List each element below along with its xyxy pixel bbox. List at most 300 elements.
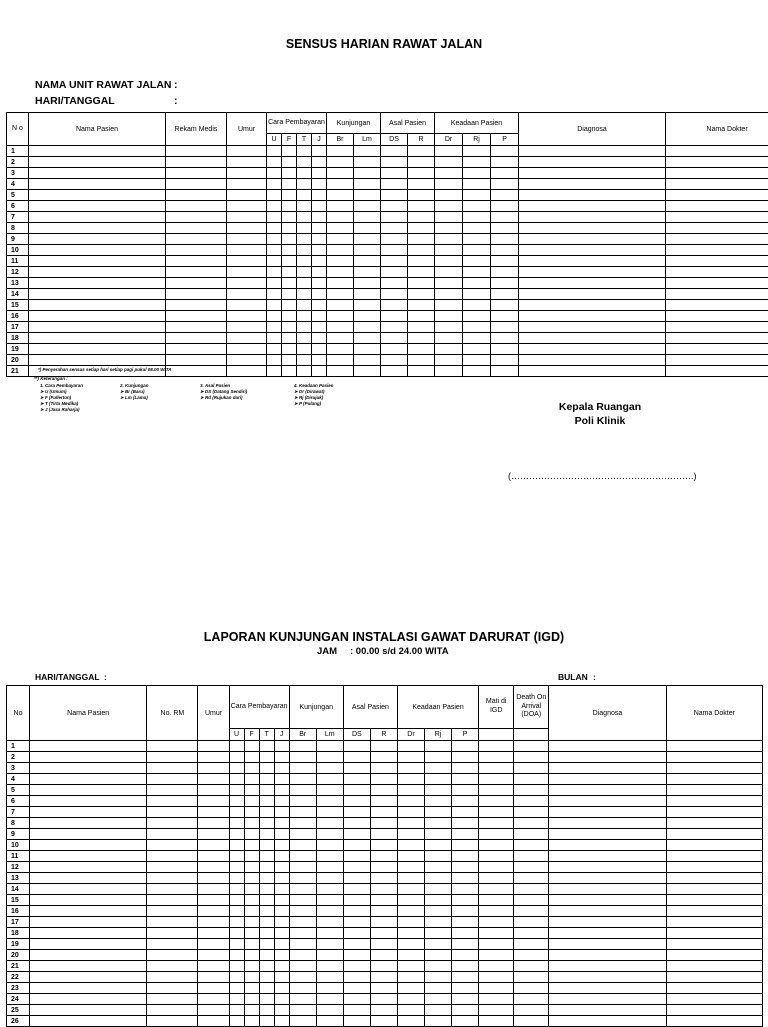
sensus-cell	[166, 245, 227, 256]
igd-header-doa: Death On Arrival (DOA)	[514, 686, 549, 729]
sensus-cell	[327, 168, 354, 179]
igd-sub-header-p: P	[452, 729, 479, 741]
igd-cell	[274, 785, 289, 796]
sensus-cell	[327, 223, 354, 234]
igd-cell	[198, 752, 229, 763]
legend-line: 2. Kunjungan	[120, 383, 149, 389]
igd-cell	[370, 741, 397, 752]
sensus-cell	[435, 223, 463, 234]
sensus-cell	[491, 168, 519, 179]
igd-cell	[316, 851, 343, 862]
sensus-cell	[312, 179, 327, 190]
igd-cell	[452, 917, 479, 928]
igd-cell	[370, 774, 397, 785]
sensus-cell	[312, 146, 327, 157]
legend-line: ➤ Rj (Dirujuk)	[294, 395, 334, 401]
igd-cell	[479, 741, 514, 752]
igd-row	[7, 851, 763, 862]
igd-cell	[244, 895, 259, 906]
sensus-cell	[166, 311, 227, 322]
sensus-cell	[297, 278, 312, 289]
sensus-cell	[312, 190, 327, 201]
sensus-cell	[267, 256, 282, 267]
sensus-cell	[463, 223, 491, 234]
igd-cell	[397, 895, 424, 906]
igd-cell	[259, 796, 274, 807]
igd-cell	[549, 906, 666, 917]
igd-row	[7, 961, 763, 972]
sensus-cell	[491, 355, 519, 366]
sensus-cell	[327, 267, 354, 278]
sensus-row	[7, 234, 768, 245]
sensus-row-number: 20	[7, 355, 29, 366]
igd-cell	[259, 884, 274, 895]
igd-cell	[274, 763, 289, 774]
sensus-cell	[354, 212, 381, 223]
sensus-cell	[381, 179, 408, 190]
igd-cell	[666, 983, 762, 994]
igd-cell	[259, 906, 274, 917]
sensus-cell	[491, 146, 519, 157]
sensus-cell	[463, 190, 491, 201]
sensus-cell	[666, 344, 768, 355]
sensus-row	[7, 289, 768, 300]
sensus-cell	[29, 157, 166, 168]
sensus-cell	[463, 245, 491, 256]
sensus-cell	[666, 190, 768, 201]
igd-cell	[259, 939, 274, 950]
sensus-cell	[297, 168, 312, 179]
sensus-cell	[29, 245, 166, 256]
igd-sub-header-j: J	[274, 729, 289, 741]
sensus-cell	[408, 289, 435, 300]
igd-cell	[343, 939, 370, 950]
igd-cell	[343, 741, 370, 752]
sensus-cell	[29, 190, 166, 201]
igd-cell	[229, 840, 244, 851]
igd-row	[7, 972, 763, 983]
sensus-cell	[282, 267, 297, 278]
igd-cell	[425, 796, 452, 807]
igd-cell	[514, 862, 549, 873]
igd-cell	[30, 752, 147, 763]
sensus-cell	[666, 201, 768, 212]
sensus-cell	[666, 289, 768, 300]
sensus-cell	[666, 355, 768, 366]
sensus-cell	[381, 168, 408, 179]
sensus-cell	[408, 223, 435, 234]
igd-cell	[30, 741, 147, 752]
igd-cell	[30, 972, 147, 983]
igd-cell	[244, 818, 259, 829]
sensus-cell	[354, 311, 381, 322]
igd-cell	[316, 763, 343, 774]
igd-cell	[147, 1016, 198, 1027]
sensus-cell	[666, 234, 768, 245]
legend-line: ➤ T (Tirta Medika)	[40, 401, 83, 407]
sensus-cell	[166, 157, 227, 168]
igd-cell	[666, 928, 762, 939]
igd-cell	[370, 906, 397, 917]
igd-cell	[343, 884, 370, 895]
igd-cell	[244, 807, 259, 818]
sensus-cell	[666, 311, 768, 322]
igd-cell	[30, 774, 147, 785]
igd-cell	[30, 840, 147, 851]
sensus-cell	[227, 157, 267, 168]
sensus-cell	[29, 146, 166, 157]
igd-cell	[289, 928, 316, 939]
igd-cell	[316, 807, 343, 818]
sensus-cell	[491, 223, 519, 234]
igd-cell	[274, 928, 289, 939]
legend-line: ➤ Lm (Lama)	[120, 395, 149, 401]
sensus-cell	[463, 157, 491, 168]
igd-cell	[370, 785, 397, 796]
igd-cell	[370, 1016, 397, 1027]
legend-line: ➤ U (Umum)	[40, 389, 83, 395]
sensus-cell	[519, 168, 666, 179]
sensus-cell	[166, 355, 227, 366]
igd-cell	[397, 873, 424, 884]
sensus-cell	[227, 179, 267, 190]
igd-cell	[259, 928, 274, 939]
sensus-cell	[381, 311, 408, 322]
sensus-cell	[519, 322, 666, 333]
igd-cell	[479, 994, 514, 1005]
igd-cell	[479, 807, 514, 818]
igd-table	[6, 685, 763, 1027]
igd-cell	[370, 961, 397, 972]
sensus-cell	[327, 333, 354, 344]
igd-row	[7, 983, 763, 994]
sensus-cell	[312, 157, 327, 168]
sensus-cell	[435, 300, 463, 311]
sensus-cell	[312, 267, 327, 278]
igd-cell	[370, 994, 397, 1005]
igd-cell	[370, 829, 397, 840]
igd-row-number: 8	[7, 818, 30, 829]
sensus-cell	[297, 344, 312, 355]
igd-cell	[289, 785, 316, 796]
sensus-cell	[227, 190, 267, 201]
sensus-cell	[282, 146, 297, 157]
igd-cell	[229, 939, 244, 950]
sensus-cell	[327, 256, 354, 267]
igd-row	[7, 752, 763, 763]
igd-cell	[425, 928, 452, 939]
sensus-cell	[297, 322, 312, 333]
sensus-cell	[29, 223, 166, 234]
date-colon: :	[174, 95, 178, 107]
sensus-cell	[267, 322, 282, 333]
sensus-cell	[491, 212, 519, 223]
igd-row	[7, 873, 763, 884]
sensus-cell	[491, 366, 519, 377]
igd-cell	[397, 906, 424, 917]
igd-cell	[198, 939, 229, 950]
sensus-cell	[491, 157, 519, 168]
igd-cell	[452, 983, 479, 994]
igd-cell	[514, 851, 549, 862]
igd-cell	[343, 873, 370, 884]
igd-cell	[289, 796, 316, 807]
igd-cell	[316, 972, 343, 983]
igd-cell	[30, 785, 147, 796]
igd-row	[7, 917, 763, 928]
igd-cell	[316, 884, 343, 895]
igd-cell	[259, 785, 274, 796]
sensus-cell	[297, 333, 312, 344]
legend-cara-pembayaran	[40, 383, 83, 413]
sensus-cell	[267, 168, 282, 179]
igd-cell	[343, 1005, 370, 1016]
sensus-cell	[381, 212, 408, 223]
sensus-cell	[463, 333, 491, 344]
igd-header-nama-dokter: Nama Dokter	[666, 686, 762, 741]
igd-row	[7, 796, 763, 807]
legend-line: ➤ J (Jasa Raharja)	[40, 407, 83, 413]
igd-cell	[370, 950, 397, 961]
igd-cell	[259, 983, 274, 994]
sensus-cell	[519, 289, 666, 300]
igd-cell	[666, 895, 762, 906]
sensus-cell	[297, 267, 312, 278]
sensus-cell	[381, 146, 408, 157]
sensus-row	[7, 278, 768, 289]
igd-cell	[666, 1016, 762, 1027]
igd-cell	[259, 851, 274, 862]
igd-cell	[479, 939, 514, 950]
sensus-cell	[297, 234, 312, 245]
sensus-cell	[227, 223, 267, 234]
igd-cell	[289, 840, 316, 851]
sensus-cell	[227, 256, 267, 267]
sensus-cell	[29, 278, 166, 289]
igd-cell	[316, 983, 343, 994]
igd-cell	[30, 906, 147, 917]
igd-cell	[289, 1016, 316, 1027]
sensus-cell	[297, 256, 312, 267]
igd-cell	[259, 917, 274, 928]
sensus-cell	[297, 146, 312, 157]
igd-cell	[479, 906, 514, 917]
igd-cell	[198, 906, 229, 917]
header-cara-pembayaran: Cara Pembayaran	[267, 113, 327, 134]
sensus-cell	[491, 245, 519, 256]
sensus-cell	[267, 212, 282, 223]
sensus-cell	[435, 146, 463, 157]
sensus-cell	[327, 300, 354, 311]
igd-cell	[452, 972, 479, 983]
sensus-cell	[491, 300, 519, 311]
header-umur: Umur	[227, 113, 267, 146]
igd-cell	[259, 972, 274, 983]
sensus-cell	[666, 212, 768, 223]
igd-sub-header-doa-blank	[514, 729, 549, 741]
igd-cell	[198, 807, 229, 818]
sensus-cell	[463, 366, 491, 377]
igd-cell	[549, 1016, 666, 1027]
igd-cell	[370, 939, 397, 950]
igd-cell	[229, 796, 244, 807]
igd-cell	[274, 950, 289, 961]
igd-cell	[30, 829, 147, 840]
sensus-row-number: 3	[7, 168, 29, 179]
igd-row-number: 6	[7, 796, 30, 807]
igd-cell	[229, 774, 244, 785]
igd-cell	[370, 972, 397, 983]
igd-header-umur: Umur	[198, 686, 229, 741]
igd-cell	[244, 950, 259, 961]
igd-cell	[370, 1005, 397, 1016]
signature-title: Kepala Ruangan	[500, 401, 700, 413]
igd-sub-header-mati-blank	[479, 729, 514, 741]
igd-cell	[514, 884, 549, 895]
sensus-row-number: 17	[7, 322, 29, 333]
sensus-cell	[463, 234, 491, 245]
igd-cell	[343, 752, 370, 763]
igd-cell	[397, 862, 424, 873]
igd-cell	[479, 818, 514, 829]
igd-cell	[425, 763, 452, 774]
sensus-cell	[267, 157, 282, 168]
igd-cell	[289, 917, 316, 928]
igd-row-number: 10	[7, 840, 30, 851]
sensus-cell	[408, 300, 435, 311]
igd-cell	[316, 950, 343, 961]
igd-cell	[479, 1016, 514, 1027]
igd-sub-header-t: T	[259, 729, 274, 741]
sensus-cell	[354, 267, 381, 278]
sensus-cell	[166, 190, 227, 201]
igd-cell	[452, 939, 479, 950]
sensus-cell	[463, 212, 491, 223]
igd-row	[7, 884, 763, 895]
sensus-cell	[312, 366, 327, 377]
sensus-cell	[166, 201, 227, 212]
igd-cell	[666, 961, 762, 972]
sensus-cell	[463, 355, 491, 366]
igd-cell	[244, 774, 259, 785]
sensus-cell	[267, 234, 282, 245]
igd-cell	[289, 983, 316, 994]
sensus-row	[7, 212, 768, 223]
igd-cell	[479, 983, 514, 994]
igd-cell	[343, 807, 370, 818]
igd-cell	[30, 1005, 147, 1016]
sensus-cell	[463, 289, 491, 300]
sensus-cell	[519, 355, 666, 366]
igd-cell	[514, 906, 549, 917]
sensus-cell	[463, 311, 491, 322]
igd-cell	[147, 983, 198, 994]
igd-cell	[316, 873, 343, 884]
legend-keadaan-pasien	[294, 383, 334, 407]
sensus-row-number: 8	[7, 223, 29, 234]
sensus-cell	[463, 344, 491, 355]
igd-cell	[274, 906, 289, 917]
igd-cell	[425, 1005, 452, 1016]
igd-cell	[514, 763, 549, 774]
sensus-row	[7, 168, 768, 179]
igd-cell	[147, 928, 198, 939]
sensus-cell	[227, 333, 267, 344]
sensus-cell	[312, 201, 327, 212]
igd-cell	[259, 840, 274, 851]
igd-cell	[343, 950, 370, 961]
sensus-cell	[381, 190, 408, 201]
igd-cell	[397, 763, 424, 774]
igd-row	[7, 939, 763, 950]
igd-cell	[147, 807, 198, 818]
igd-row-number: 12	[7, 862, 30, 873]
igd-cell	[289, 950, 316, 961]
sensus-row-number: 5	[7, 190, 29, 201]
igd-cell	[397, 994, 424, 1005]
sensus-cell	[666, 322, 768, 333]
header-nama-dokter: Nama Dokter	[666, 113, 768, 146]
sensus-cell	[463, 168, 491, 179]
igd-cell	[514, 928, 549, 939]
sensus-cell	[297, 190, 312, 201]
sensus-cell	[666, 157, 768, 168]
igd-cell	[514, 895, 549, 906]
sensus-cell	[491, 179, 519, 190]
sensus-cell	[297, 157, 312, 168]
sensus-row	[7, 322, 768, 333]
sensus-cell	[491, 322, 519, 333]
sensus-cell	[227, 344, 267, 355]
igd-cell	[244, 994, 259, 1005]
igd-cell	[198, 950, 229, 961]
igd-cell	[229, 763, 244, 774]
igd-cell	[229, 884, 244, 895]
igd-cell	[229, 829, 244, 840]
igd-cell	[425, 851, 452, 862]
igd-sub-header-u: U	[229, 729, 244, 741]
igd-cell	[343, 763, 370, 774]
sensus-cell	[267, 201, 282, 212]
igd-cell	[479, 851, 514, 862]
igd-cell	[259, 895, 274, 906]
igd-cell	[549, 807, 666, 818]
igd-cell	[198, 983, 229, 994]
igd-cell	[244, 1005, 259, 1016]
sensus-cell	[297, 223, 312, 234]
igd-cell	[316, 928, 343, 939]
igd-cell	[343, 829, 370, 840]
sensus-cell	[227, 289, 267, 300]
igd-cell	[274, 818, 289, 829]
sensus-cell	[381, 201, 408, 212]
sensus-cell	[354, 168, 381, 179]
igd-cell	[30, 983, 147, 994]
sensus-cell	[327, 355, 354, 366]
legend-line: ➤ P (Pulang)	[294, 401, 334, 407]
igd-cell	[479, 1005, 514, 1016]
igd-cell	[274, 829, 289, 840]
igd-cell	[274, 994, 289, 1005]
igd-row-number: 15	[7, 895, 30, 906]
sensus-cell	[408, 322, 435, 333]
igd-cell	[229, 950, 244, 961]
igd-cell	[244, 884, 259, 895]
sensus-cell	[312, 223, 327, 234]
igd-cell	[479, 873, 514, 884]
igd-cell	[452, 862, 479, 873]
igd-row-number: 3	[7, 763, 30, 774]
